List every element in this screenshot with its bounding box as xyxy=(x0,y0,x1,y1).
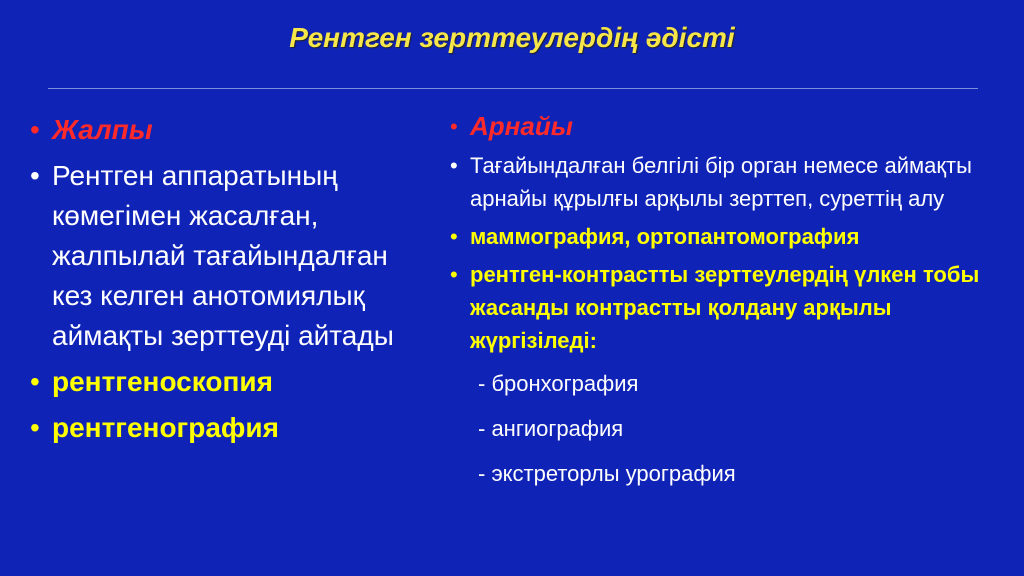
left-heading: Жалпы xyxy=(52,114,153,145)
right-heading: Арнайы xyxy=(470,111,573,141)
left-item-label: рентгеноскопия xyxy=(52,366,273,397)
right-column xyxy=(450,110,1010,490)
title-divider xyxy=(48,88,978,89)
right-subitem: - ангиография xyxy=(478,416,624,441)
right-heading-item xyxy=(450,110,1010,144)
bullet-icon: • xyxy=(30,366,40,397)
left-column xyxy=(30,110,430,448)
bullet-icon: • xyxy=(450,224,458,249)
right-description-item xyxy=(450,149,1010,215)
left-description-item xyxy=(30,156,430,356)
bullet-icon: • xyxy=(450,114,458,139)
right-contrast-item xyxy=(450,258,1010,357)
bullet-icon: • xyxy=(450,262,458,287)
bullet-icon: • xyxy=(30,412,40,443)
left-item-fluoroscopy xyxy=(30,362,430,402)
right-subitem: - экстреторлы урография xyxy=(478,461,736,486)
right-contrast-note: рентген-контрастты зерттеулердің үлкен тобы жасанды контрастты қолдану арқылы жүргізіледі: xyxy=(470,262,980,353)
bullet-icon: • xyxy=(30,114,40,145)
right-highlight-item xyxy=(450,220,1010,253)
right-subitem: - бронхография xyxy=(478,371,639,396)
slide-title: Рентген зерттеулердің әдісті xyxy=(289,22,735,53)
left-description: Рентген аппаратының көмегімен жасалған, жалпылай тағайындалған кез келген анотомиялық аймақты зерттеуді айтады xyxy=(52,160,394,351)
bullet-icon: • xyxy=(30,160,40,191)
left-item-radiography xyxy=(30,408,430,448)
right-description: Тағайындалған белгілі бір орган немесе аймақты арнайы құрылғы арқылы зерттеп, суреттің алу xyxy=(470,153,972,211)
bullet-icon: • xyxy=(450,153,458,178)
left-item-label: рентгенография xyxy=(52,412,279,443)
right-highlight: маммография, ортопантомография xyxy=(470,224,860,249)
left-heading-item xyxy=(30,110,430,150)
